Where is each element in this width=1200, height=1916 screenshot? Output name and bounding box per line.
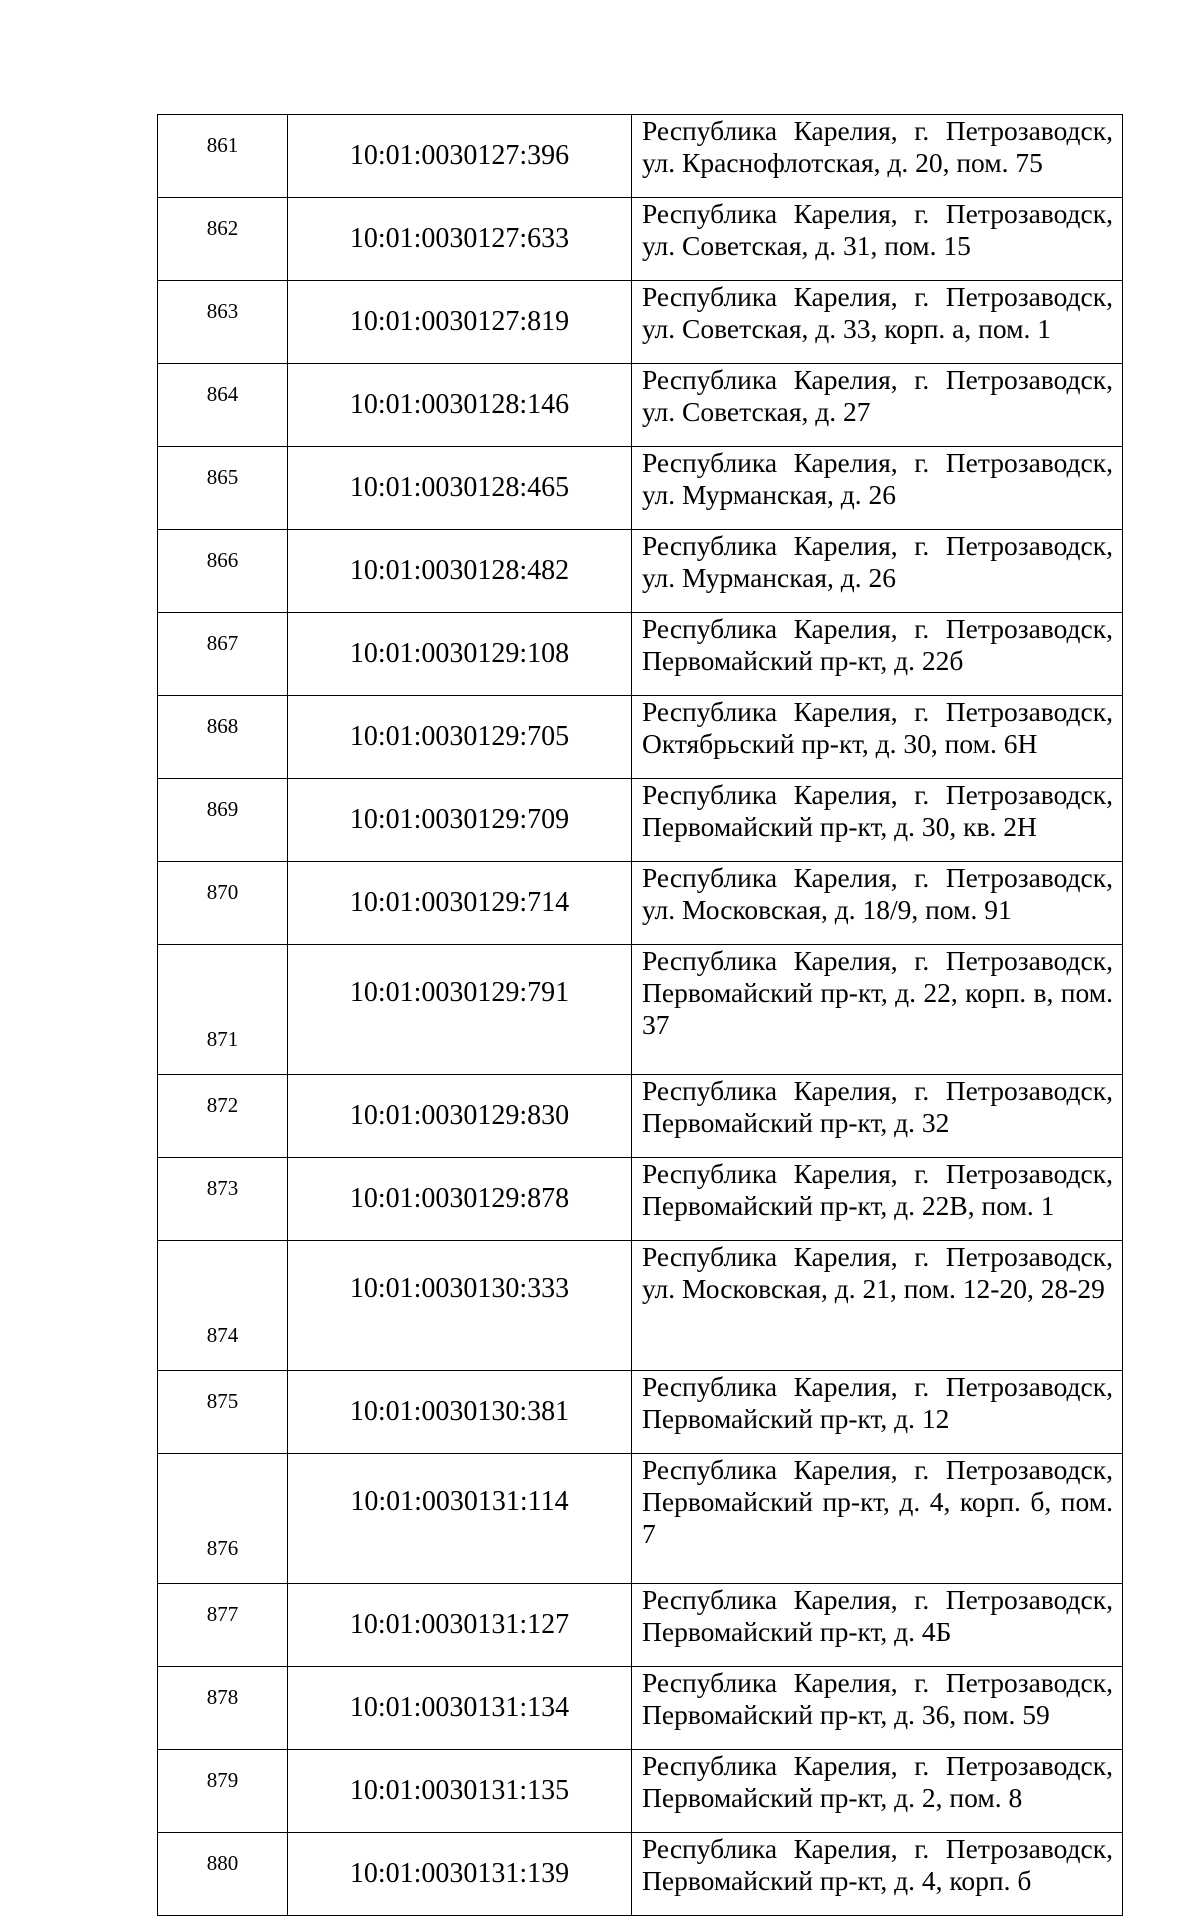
address-cell: Республика Карелия, г. Петрозаводск, ул. Краснофлотская, д. 20, пом. 75 [632,115,1123,198]
address-cell: Республика Карелия, г. Петрозаводск, Первомайский пр-кт, д. 12 [632,1371,1123,1454]
address-cell: Республика Карелия, г. Петрозаводск, Первомайский пр-кт, д. 36, пом. 59 [632,1667,1123,1750]
row-number-cell: 865 [158,447,288,530]
cadastral-number-cell: 10:01:0030129:108 [288,613,632,696]
table-row [158,1241,1123,1371]
address-cell: Республика Карелия, г. Петрозаводск, ул. Московская, д. 18/9, пом. 91 [632,862,1123,945]
address-cell: Республика Карелия, г. Петрозаводск, Первомайский пр-кт, д. 30, кв. 2Н [632,779,1123,862]
row-number-cell: 880 [158,1833,288,1916]
address-cell: Республика Карелия, г. Петрозаводск, Первомайский пр-кт, д. 2, пом. 8 [632,1750,1123,1833]
address-cell: Республика Карелия, г. Петрозаводск, ул. Мурманская, д. 26 [632,447,1123,530]
table-row [158,198,1123,281]
address-cell: Республика Карелия, г. Петрозаводск, ул. Советская, д. 31, пом. 15 [632,198,1123,281]
address-cell: Республика Карелия, г. Петрозаводск, ул. Советская, д. 27 [632,364,1123,447]
property-table [157,114,1123,1916]
row-number-cell: 863 [158,281,288,364]
row-number-cell: 871 [158,945,288,1075]
row-number-cell: 876 [158,1454,288,1584]
address-cell: Республика Карелия, г. Петрозаводск, Первомайский пр-кт, д. 4, корп. б [632,1833,1123,1916]
address-cell: Республика Карелия, г. Петрозаводск, ул. Мурманская, д. 26 [632,530,1123,613]
cadastral-number-cell: 10:01:0030129:705 [288,696,632,779]
cadastral-number-cell: 10:01:0030131:127 [288,1584,632,1667]
cadastral-number-cell: 10:01:0030128:482 [288,530,632,613]
address-cell: Республика Карелия, г. Петрозаводск, Первомайский пр-кт, д. 22, корп. в, пом. 37 [632,945,1123,1075]
table-row [158,1667,1123,1750]
row-number-cell: 866 [158,530,288,613]
address-cell: Республика Карелия, г. Петрозаводск, Первомайский пр-кт, д. 32 [632,1075,1123,1158]
row-number-cell: 873 [158,1158,288,1241]
row-number-cell: 872 [158,1075,288,1158]
cadastral-number-cell: 10:01:0030129:709 [288,779,632,862]
row-number-cell: 867 [158,613,288,696]
address-cell: Республика Карелия, г. Петрозаводск, Октябрьский пр-кт, д. 30, пом. 6Н [632,696,1123,779]
address-cell: Республика Карелия, г. Петрозаводск, Первомайский пр-кт, д. 4, корп. б, пом. 7 [632,1454,1123,1584]
table-row [158,613,1123,696]
row-number-cell: 874 [158,1241,288,1371]
table-row [158,1075,1123,1158]
table-row [158,779,1123,862]
table-row [158,945,1123,1075]
cadastral-number-cell: 10:01:0030128:146 [288,364,632,447]
table-row [158,364,1123,447]
cadastral-number-cell: 10:01:0030130:381 [288,1371,632,1454]
cadastral-number-cell: 10:01:0030130:333 [288,1241,632,1371]
cadastral-number-cell: 10:01:0030129:830 [288,1075,632,1158]
address-cell: Республика Карелия, г. Петрозаводск, Первомайский пр-кт, д. 4Б [632,1584,1123,1667]
row-number-cell: 878 [158,1667,288,1750]
table-row [158,696,1123,779]
table-row [158,1833,1123,1916]
property-table-body [158,115,1123,1916]
cadastral-number-cell: 10:01:0030127:633 [288,198,632,281]
row-number-cell: 877 [158,1584,288,1667]
table-row [158,530,1123,613]
address-cell: Республика Карелия, г. Петрозаводск, ул. Советская, д. 33, корп. а, пом. 1 [632,281,1123,364]
cadastral-number-cell: 10:01:0030127:819 [288,281,632,364]
cadastral-number-cell: 10:01:0030131:134 [288,1667,632,1750]
table-row [158,1454,1123,1584]
address-cell: Республика Карелия, г. Петрозаводск, ул. Московская, д. 21, пом. 12-20, 28-29 [632,1241,1123,1371]
cadastral-number-cell: 10:01:0030129:791 [288,945,632,1075]
table-row [158,1750,1123,1833]
row-number-cell: 869 [158,779,288,862]
cadastral-number-cell: 10:01:0030131:135 [288,1750,632,1833]
row-number-cell: 879 [158,1750,288,1833]
table-row [158,1371,1123,1454]
table-row [158,1158,1123,1241]
row-number-cell: 864 [158,364,288,447]
cadastral-number-cell: 10:01:0030129:714 [288,862,632,945]
row-number-cell: 868 [158,696,288,779]
table-row [158,447,1123,530]
cadastral-number-cell: 10:01:0030128:465 [288,447,632,530]
cadastral-number-cell: 10:01:0030129:878 [288,1158,632,1241]
table-row [158,115,1123,198]
table-row [158,281,1123,364]
address-cell: Республика Карелия, г. Петрозаводск, Первомайский пр-кт, д. 22б [632,613,1123,696]
row-number-cell: 861 [158,115,288,198]
table-row [158,1584,1123,1667]
row-number-cell: 870 [158,862,288,945]
address-cell: Республика Карелия, г. Петрозаводск, Первомайский пр-кт, д. 22В, пом. 1 [632,1158,1123,1241]
row-number-cell: 875 [158,1371,288,1454]
cadastral-number-cell: 10:01:0030131:114 [288,1454,632,1584]
row-number-cell: 862 [158,198,288,281]
property-table-container [157,114,1122,1916]
cadastral-number-cell: 10:01:0030131:139 [288,1833,632,1916]
cadastral-number-cell: 10:01:0030127:396 [288,115,632,198]
table-row [158,862,1123,945]
